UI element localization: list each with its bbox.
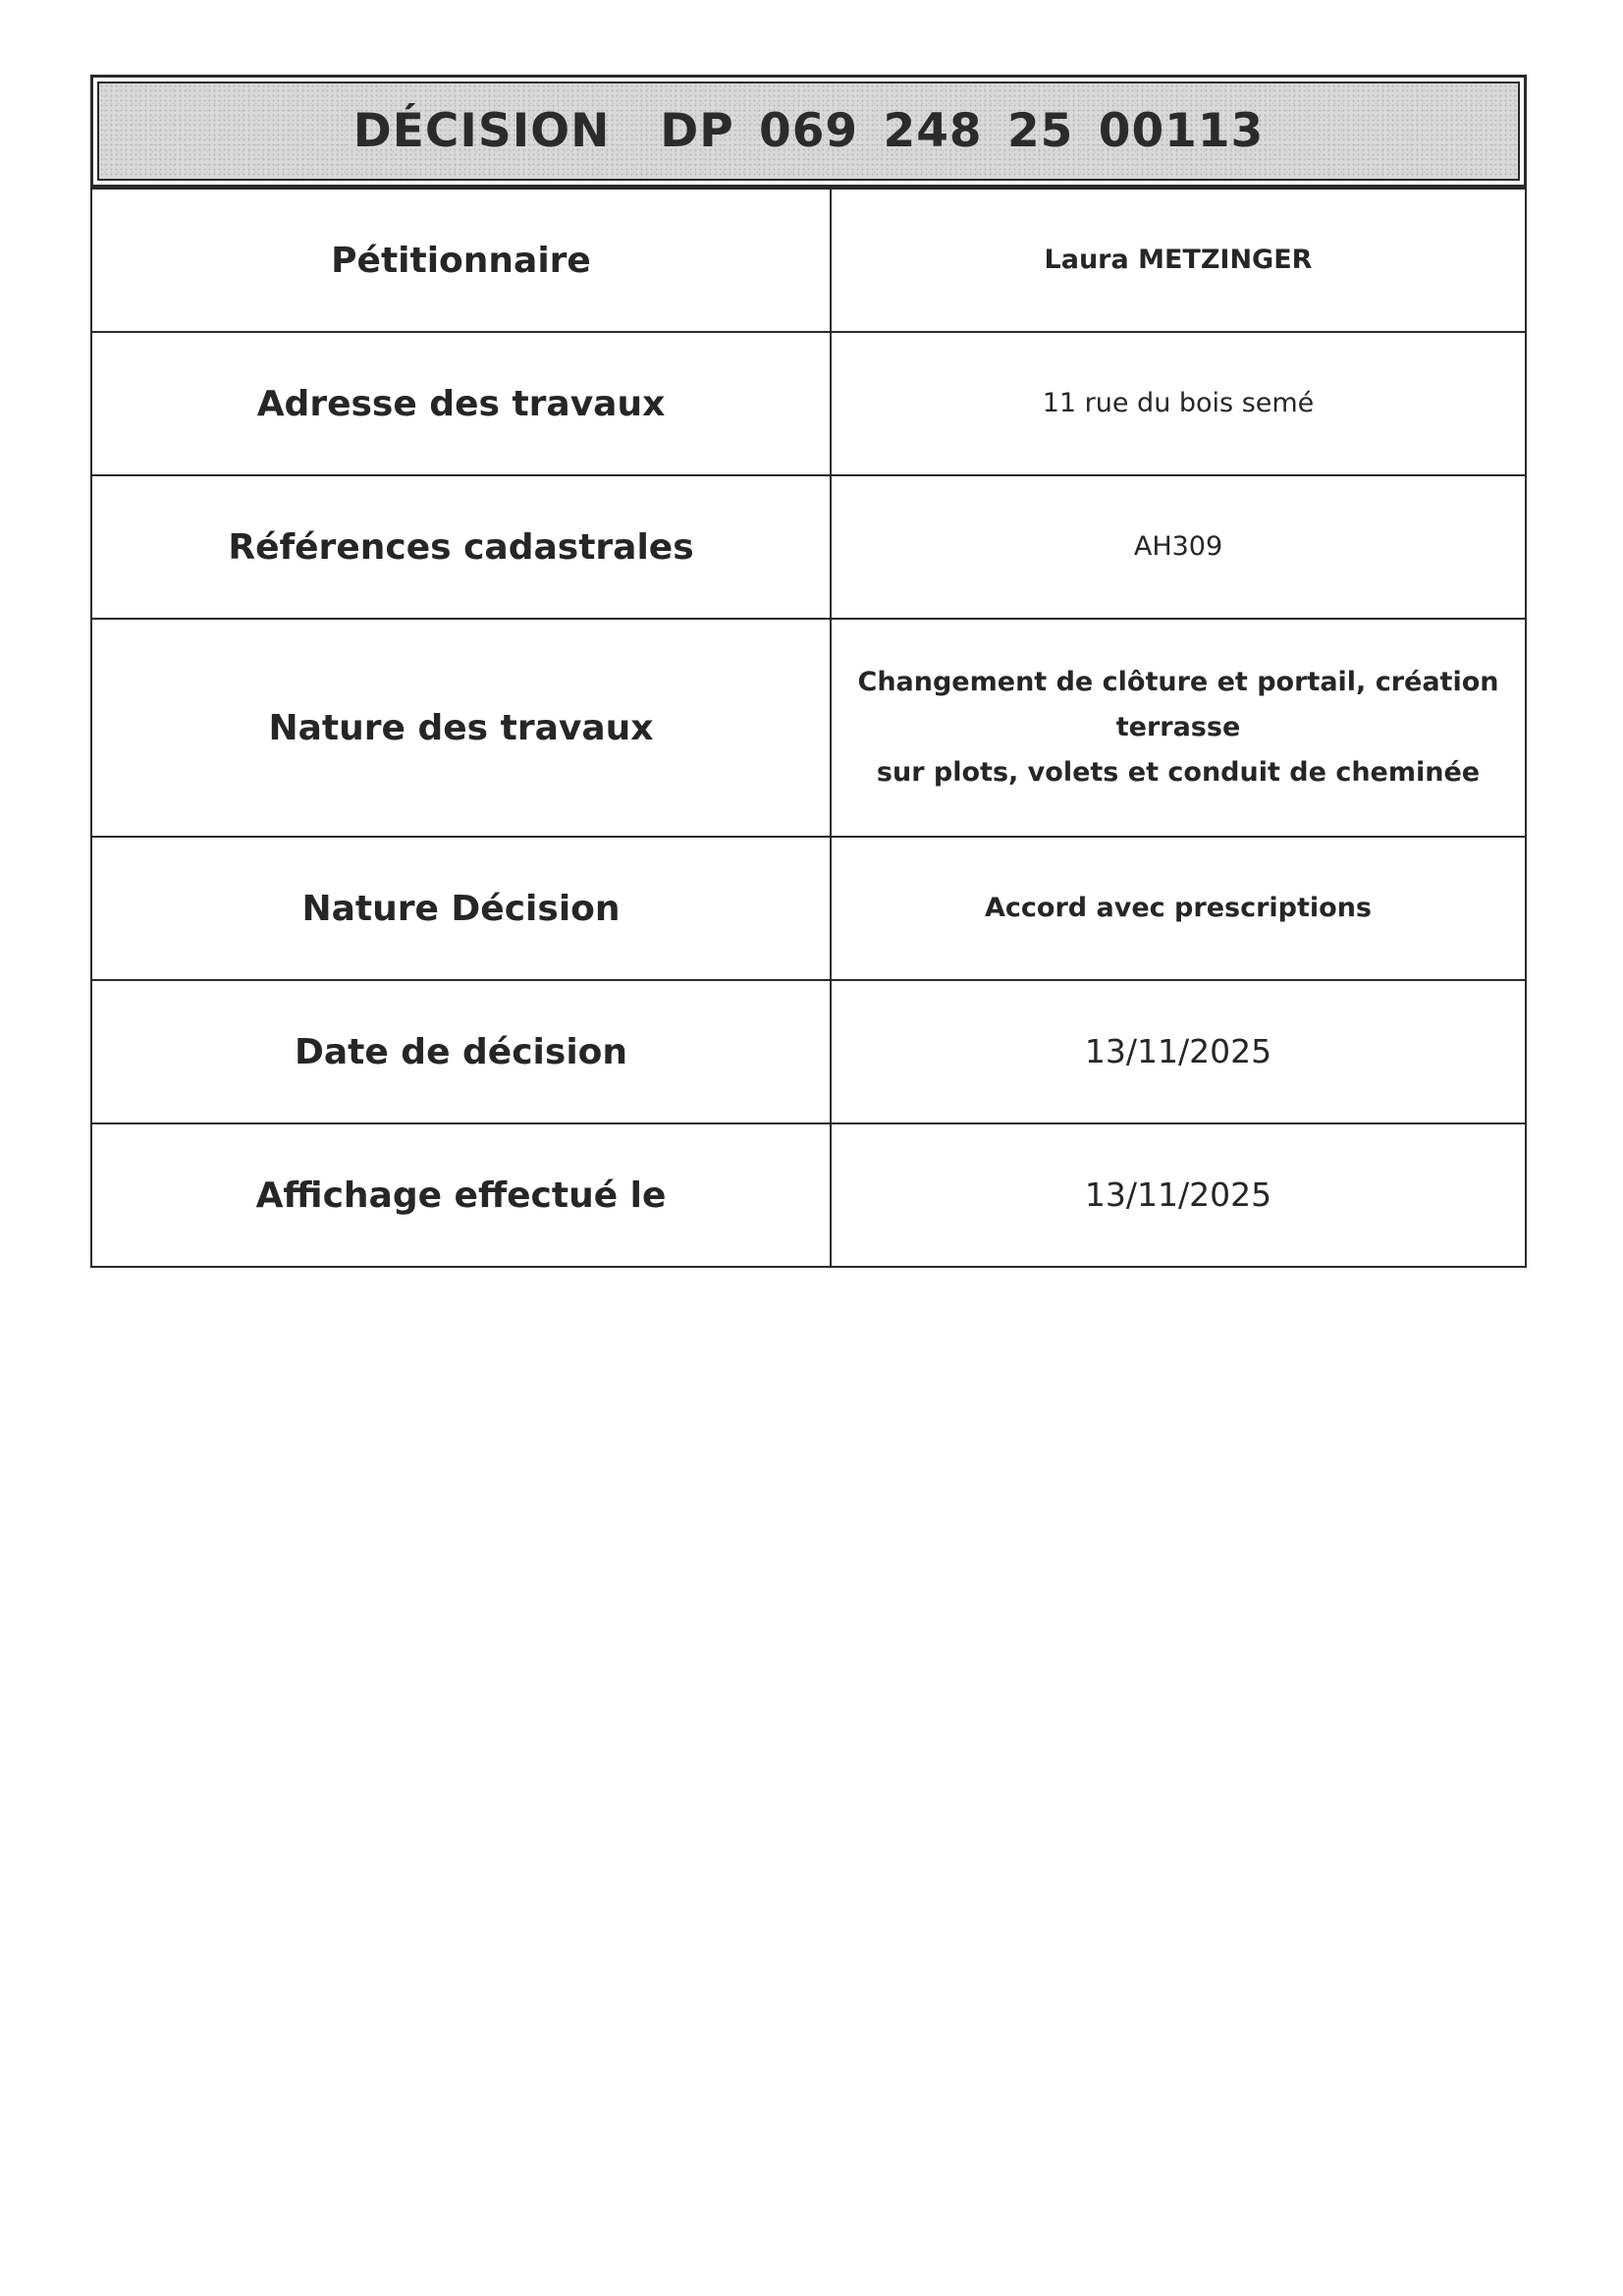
row-value: AH309 (831, 475, 1526, 619)
row-label: Pétitionnaire (91, 189, 831, 332)
table-row-nature-travaux (91, 619, 1526, 837)
row-label: Références cadastrales (91, 475, 831, 619)
table-row-date-decision (91, 980, 1526, 1123)
row-label: Affichage effectué le (91, 1123, 831, 1267)
row-value: Laura METZINGER (831, 189, 1526, 332)
row-label: Nature des travaux (91, 619, 831, 837)
row-label: Adresse des travaux (91, 332, 831, 475)
table-row-adresse (91, 332, 1526, 475)
decision-title: DÉCISION DP 069 248 25 00113 (352, 104, 1265, 158)
row-value: 11 rue du bois semé (831, 332, 1526, 475)
table-row-references-cadastrales (91, 475, 1526, 619)
row-value-line: sur plots, volets et conduit de cheminée (876, 757, 1481, 788)
table-row-petitionnaire (91, 189, 1526, 332)
table-row-nature-decision (91, 837, 1526, 980)
row-value: 13/11/2025 (831, 1123, 1526, 1267)
decision-info-table (90, 188, 1527, 1268)
decision-header (90, 75, 1527, 188)
row-value: Accord avec prescriptions (831, 837, 1526, 980)
row-value (831, 619, 1526, 837)
decision-header-shaded-panel (97, 82, 1520, 181)
row-value-line: Changement de clôture et portail, création terrasse (857, 667, 1499, 742)
table-row-affichage (91, 1123, 1526, 1267)
row-value: 13/11/2025 (831, 980, 1526, 1123)
row-label: Date de décision (91, 980, 831, 1123)
row-label: Nature Décision (91, 837, 831, 980)
